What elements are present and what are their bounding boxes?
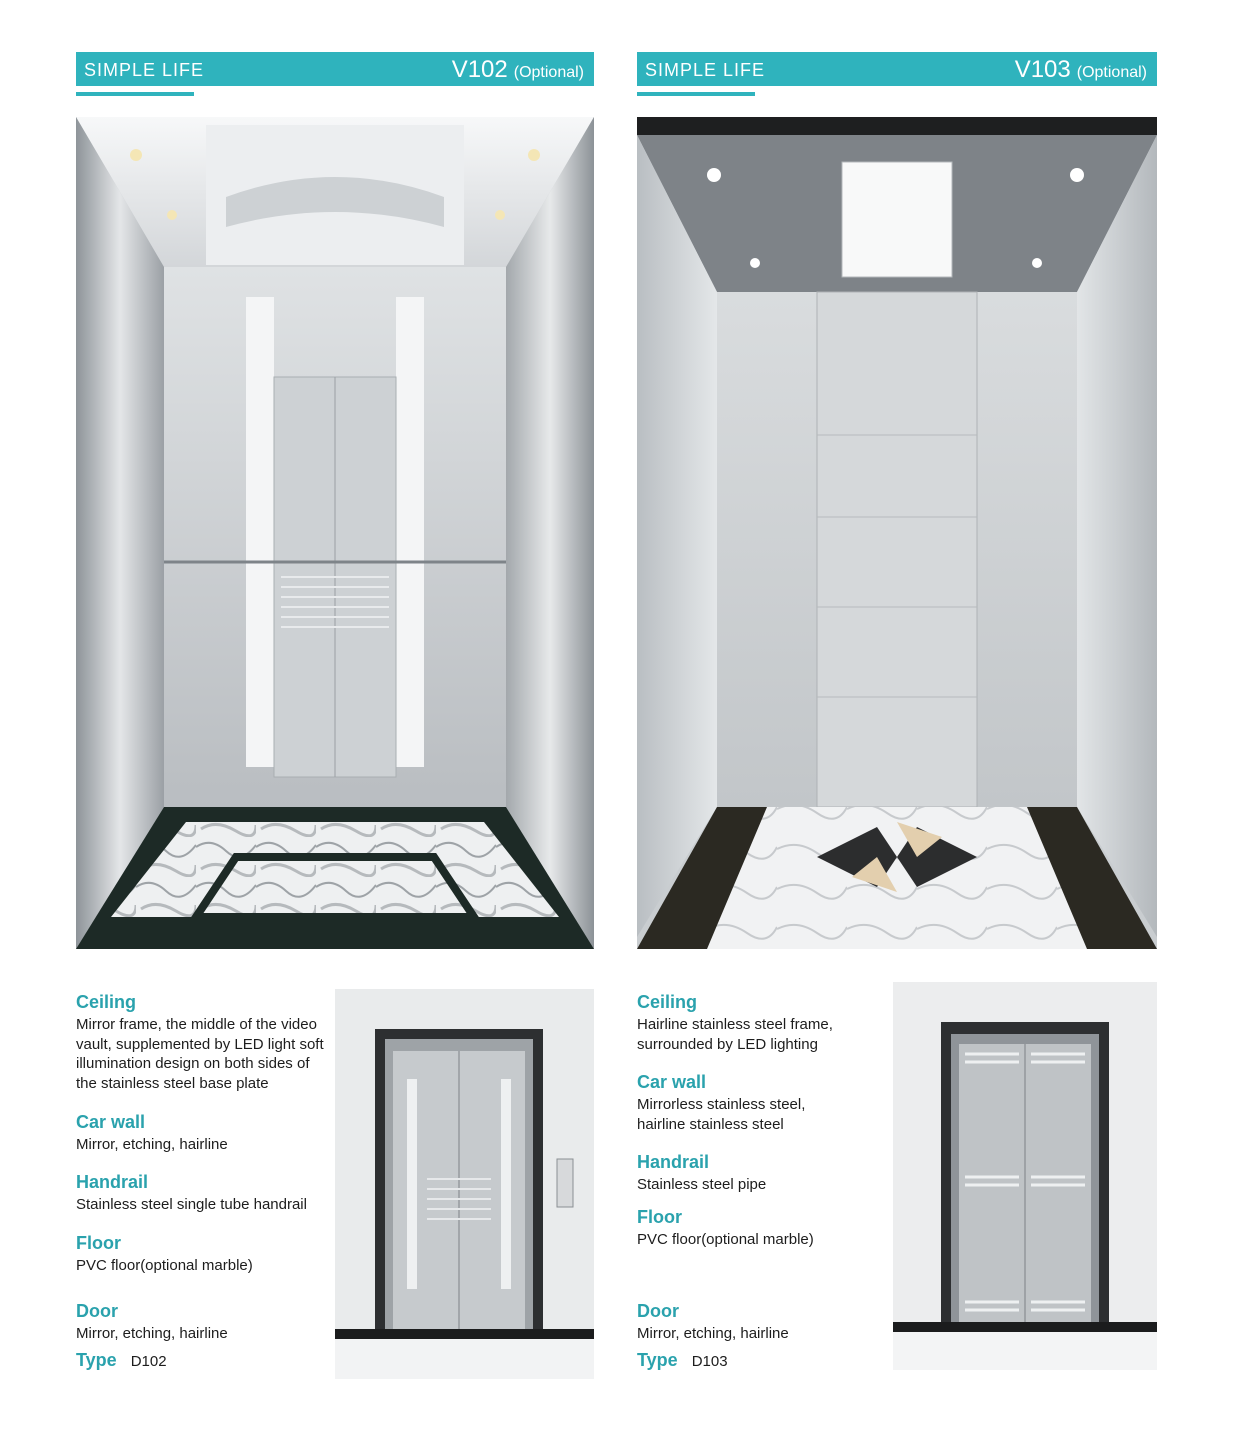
right-header-banner [637,52,1157,86]
left-model-code: V102 [451,56,508,83]
right-spec-car-wall-text: Mirrorless stainless steel, hairline stainless steel [637,1096,806,1133]
left-type-row [76,1350,167,1371]
left-door-image [335,989,594,1379]
right-elevator-cabin-image [637,117,1157,949]
right-optional-label: (Optional) [1076,64,1147,81]
left-spec-floor-text: PVC floor(optional marble) [76,1257,253,1274]
left-spec-handrail [76,1171,336,1215]
left-spec-floor-title: Floor [76,1233,121,1253]
right-spec-ceiling [637,991,877,1054]
left-spec-handrail-text: Stainless steel single tube handrail [76,1196,307,1213]
left-spec-ceiling-text: Mirror frame, the middle of the video vault, supplemented by LED light soft illumination design on both sides of the stainless steel base plate [76,1016,324,1092]
left-spec-door-text: Mirror, etching, hairline [76,1325,228,1342]
right-spec-ceiling-title: Ceiling [637,992,698,1012]
left-spec-car-wall-title: Car wall [76,1112,146,1132]
left-spec-car-wall [76,1111,336,1155]
right-spec-floor [637,1206,877,1250]
right-spec-car-wall-title: Car wall [637,1072,707,1092]
left-spec-door [76,1300,336,1344]
left-spec-floor [76,1232,336,1276]
left-spec-ceiling [76,991,336,1093]
left-brand-label: SIMPLE LIFE [84,60,205,80]
right-type-value: D103 [691,1353,728,1370]
right-banner-underline [637,92,755,96]
right-spec-car-wall [637,1071,877,1134]
left-optional-label: (Optional) [513,64,584,81]
right-spec-door-title: Door [637,1301,679,1321]
right-door-image [893,982,1157,1370]
right-spec-floor-text: PVC floor(optional marble) [637,1231,814,1248]
left-elevator-cabin-image [76,117,594,949]
left-spec-door-title: Door [76,1301,118,1321]
right-spec-door [637,1300,877,1344]
left-type-value: D102 [130,1353,167,1370]
right-model-label [1015,56,1147,84]
right-spec-door-text: Mirror, etching, hairline [637,1325,789,1342]
left-spec-car-wall-text: Mirror, etching, hairline [76,1136,228,1153]
left-header-banner [76,52,594,86]
left-banner-underline [76,92,194,96]
right-spec-handrail-text: Stainless steel pipe [637,1176,767,1193]
left-spec-ceiling-title: Ceiling [76,992,137,1012]
right-type-row [637,1350,728,1371]
left-spec-handrail-title: Handrail [76,1172,149,1192]
right-type-label: Type [637,1350,678,1370]
right-spec-handrail [637,1151,877,1195]
left-model-label [452,56,584,84]
right-brand-label: SIMPLE LIFE [645,60,766,80]
left-type-label: Type [76,1350,117,1370]
right-spec-ceiling-text: Hairline stainless steel frame, surrounded by LED lighting [637,1016,833,1053]
right-spec-handrail-title: Handrail [637,1152,710,1172]
right-model-code: V103 [1014,56,1071,83]
right-spec-floor-title: Floor [637,1207,682,1227]
